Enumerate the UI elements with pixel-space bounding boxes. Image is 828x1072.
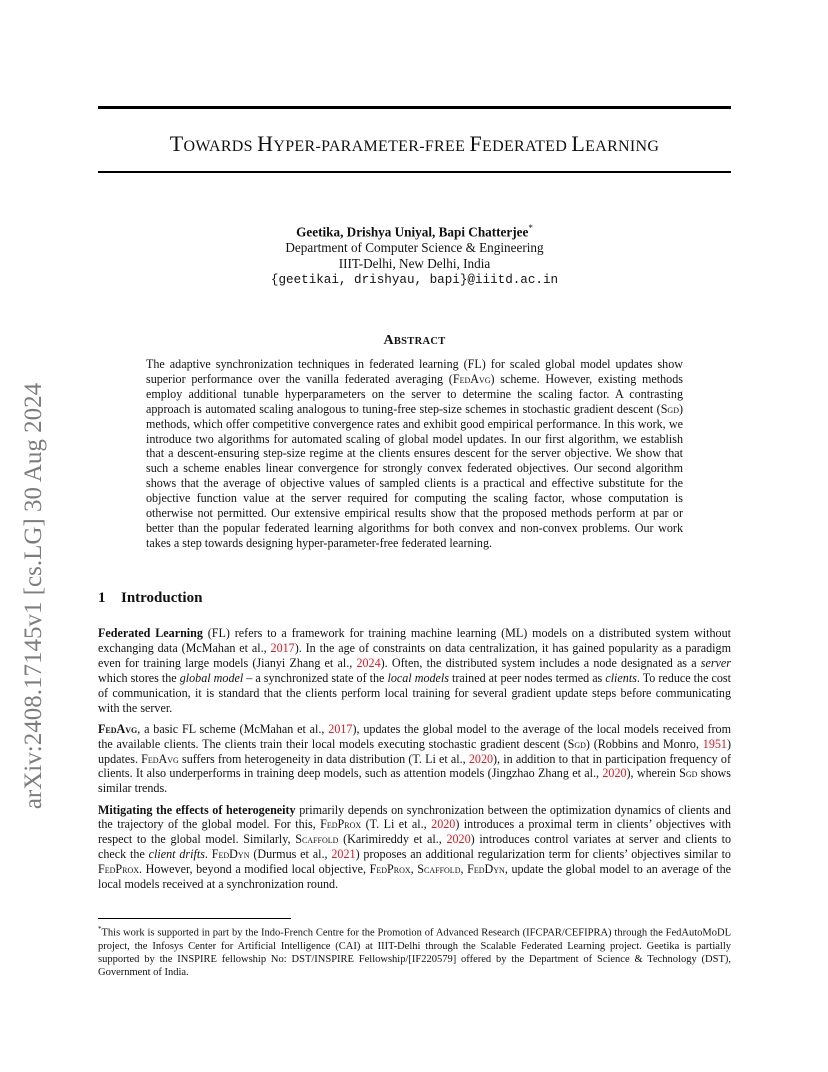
citation-link[interactable]: 2017	[270, 640, 295, 655]
paper-title: TOWARDS HYPER-PARAMETER-FREE FEDERATED LEARNING	[169, 131, 660, 156]
abstract-text: The adaptive synchronization techniques in federated learning (FL) for scaled global model updates show superior performance over the vanilla federated averaging (FedAvg) scheme. However, existing methods employ additional tunable hyperparameters on the server to determine the scaling factor. A contrasting approach is automated scaling analogous to tuning-free step-size schemes in stochastic gradient descent (Sgd) methods, which offer competitive convergence rates and exhibit good empirical performance. In this work, we introduce two algorithms for automated scaling of global model updates. In our first algorithm, we establish that a descent-ensuring step-size regime at the clients ensures descent for the server objective. We show that such a scheme enables linear convergence for strongly convex federated objectives. Our second algorithm shows that the average of objective values of sampled clients is a practical and effective substitute for the objective function value at the server required for computing the scaling factor, whose computation is otherwise not permitted. Our extensive empirical results show that the proposed methods perform at par or better than the popular federated learning algorithms for both convex and non-convex problems. Our work takes a step towards designing hyper-parameter-free federated learning.	[146, 357, 683, 550]
title-rule-bottom	[98, 171, 731, 173]
paragraph: FedAvg, a basic FL scheme (McMahan et al., 2017), updates the global model to the average of the local models received from the available clients. The clients train their local models executing stochastic gradient descent (Sgd) (Robbins and Monro, 1951) updates. FedAvg suffers from heterogeneity in data distribution (T. Li et al., 2020), in addition to that in participation frequency of clients. It also underperforms in training deep models, such as attention models (Jingzhao Zhang et al., 2020), wherein Sgd shows similar trends.	[98, 721, 731, 796]
citation-link[interactable]: 2020	[431, 817, 456, 832]
citation-link[interactable]: 2021	[331, 847, 356, 862]
paragraph: Mitigating the effects of heterogeneity primarily depends on synchronization between the optimization dynamics of clients and the trajectory of the global model. For this, FedProx (T. Li et al., 2020) introduces a proximal term in clients’ objectives with respect to the global model. Similarly, Scaffold (Karimireddy et al., 2020) introduces control variates at server and clients to check the client drifts. FedDyn (Durmus et al., 2021) proposes an additional regularization term for clients’ objectives similar to FedProx. However, beyond a modified local objective, FedProx, Scaffold, FedDyn, update the global model to an average of the local models received at a synchronization round.	[98, 802, 732, 892]
author-emails[interactable]: {geetikai, drishyau, bapi}@iiitd.ac.in	[270, 273, 559, 288]
citation-link[interactable]: 2020	[446, 832, 471, 847]
introduction-body	[98, 626, 731, 898]
footnote: *This work is supported in part by the Indo-French Centre for the Promotion of Advanced Research (IFCPAR/CEFIPRA) through the FedAutoMoDL project, the Infosys Center for Artificial Intelligence (CAI) at IIIT-Delhi through the Scalable Federated Learning project. Geetika is partially supported by the INSPIRE fellowship No: DST/INSPIRE Fellowship/[IF220579] offered by the Department of Science & Technology (DST), Government of India.	[98, 925, 731, 979]
title-rule-top	[98, 106, 731, 109]
citation-link[interactable]: 1951	[702, 736, 727, 751]
citation-link[interactable]: 2020	[468, 751, 494, 766]
citation-link[interactable]: 2020	[602, 766, 627, 781]
author-department: Department of Computer Science & Engineering	[285, 240, 544, 256]
abstract-heading: ABSTRACT	[383, 333, 446, 348]
footnote-rule	[98, 918, 291, 919]
citation-link[interactable]: 2017	[328, 721, 353, 736]
author-institute: IIIT-Delhi, New Delhi, India	[338, 256, 491, 272]
paragraph: Federated Learning (FL) refers to a framework for training machine learning (ML) models on a distributed system without exchanging data (McMahan et al., 2017). In the age of constraints on data centralization, it has gained popularity as a paradigm even for training large models (Jianyi Zhang et al., 2024). Often, the distributed system includes a node designated as a server which stores the global model – a synchronized state of the local models trained at peer nodes termed as clients. To reduce the cost of communication, it is standard that the clients perform local training for several gradient update steps before communicating with the server.	[98, 626, 731, 715]
author-names: Geetika, Drishya Uniyal, Bapi Chatterjee*	[296, 223, 533, 240]
section-heading-introduction: 1 Introduction	[98, 590, 203, 606]
citation-link[interactable]: 2024	[356, 655, 381, 670]
author-block	[98, 220, 731, 288]
